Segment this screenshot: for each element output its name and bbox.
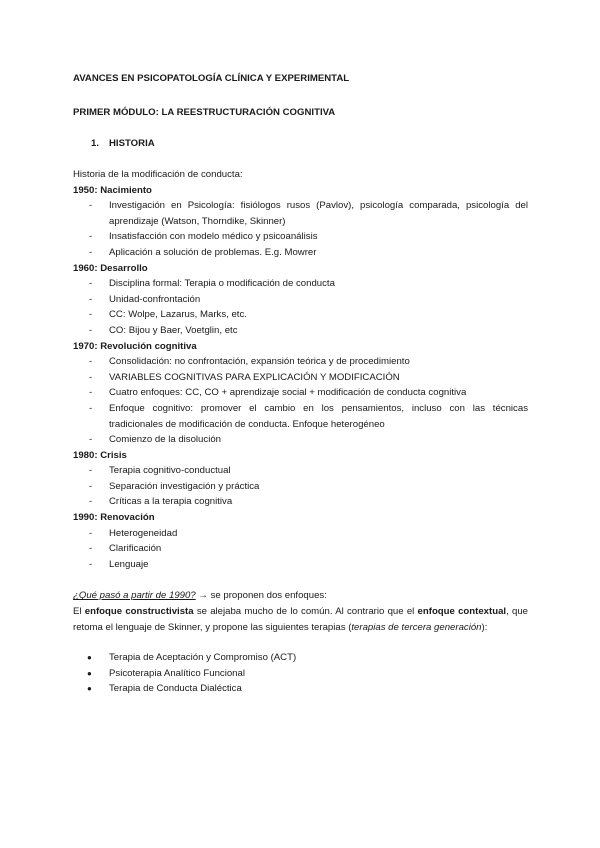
list-item: - Unidad-confrontación <box>89 293 201 305</box>
list-item: - Insatisfacción con modelo médico y psicoanálisis <box>89 231 318 243</box>
bullet-icon: ● <box>87 668 92 678</box>
list-item: - Consolidación: no confrontación, expansión teórica y de procedimiento <box>89 356 410 368</box>
list-item: - Clarificación <box>89 543 162 555</box>
third-generation-term: terapias de tercera generación <box>351 621 482 633</box>
question-text: ¿Qué pasó a partir de 1990? <box>73 590 196 602</box>
document-title: AVANCES EN PSICOPATOLOGÍA CLÍNICA Y EXPERIMENTAL <box>73 73 350 84</box>
approach-paragraph: El enfoque constructivista se alejaba mucho de lo común. Al contrario que el enfoque contextual, que retoma el lenguaje de Skinner, y propone las siguientes terapias (terapias de tercera generación): <box>73 606 528 633</box>
period-list <box>73 354 528 448</box>
list-item: - Comienzo de la disolución <box>89 434 221 446</box>
question-line <box>73 588 528 604</box>
list-item: - Disciplina formal: Terapia o modificación de conducta <box>89 278 335 290</box>
section-heading <box>91 136 600 152</box>
period-list <box>73 198 528 260</box>
list-item: - VARIABLES COGNITIVAS PARA EXPLICACIÓN Y MODIFICACIÓN <box>89 371 400 383</box>
arrow-icon: → <box>198 590 208 602</box>
list-item: - Cuatro enfoques: CC, CO + aprendizaje social + modificación de conducta cognitiva <box>89 387 467 399</box>
list-item: - Críticas a la terapia cognitiva <box>89 496 233 508</box>
contextual-term: enfoque contextual <box>417 606 507 618</box>
list-item: - Lenguaje <box>89 558 149 570</box>
bullet-icon: ● <box>87 684 92 694</box>
list-item: ● Terapia de Aceptación y Compromiso (ACT) <box>73 650 528 666</box>
intro-text: Historia de la modificación de conducta: <box>73 169 243 180</box>
section-label: HISTORIA <box>109 138 155 149</box>
list-item: - Heterogeneidad <box>89 527 178 539</box>
list-item: - Separación investigación y práctica <box>89 480 260 492</box>
bullet-icon: ● <box>87 653 92 663</box>
list-item: - Investigación en Psicología: fisiólogos rusos (Pavlov), psicología comparada, psicología del aprendizaje (Watson, Thorndike, Skinner) <box>89 200 528 227</box>
period-heading: 1970: Revolución cognitiva <box>73 340 197 352</box>
period-heading: 1960: Desarrollo <box>73 262 148 274</box>
question-rest: se proponen dos enfoques: <box>207 590 327 602</box>
module-title: PRIMER MÓDULO: LA REESTRUCTURACIÓN COGNITIVA <box>73 107 336 118</box>
list-item: - CC: Wolpe, Lazarus, Marks, etc. <box>89 309 247 321</box>
content-body <box>73 167 528 697</box>
period-heading: 1990: Renovación <box>73 512 155 524</box>
therapy-list <box>73 650 528 697</box>
list-item: ● Terapia de Conducta Dialéctica <box>73 681 528 697</box>
list-item: - Aplicación a solución de problemas. E.g. Mowrer <box>89 246 317 258</box>
period-heading: 1950: Nacimiento <box>73 184 152 196</box>
period-heading: 1980: Crisis <box>73 449 127 461</box>
list-item: ● Psicoterapia Analítico Funcional <box>73 666 528 682</box>
period-list <box>73 526 528 573</box>
period-list <box>73 463 528 510</box>
period-list <box>73 276 528 338</box>
section-number: 1. <box>91 138 100 149</box>
constructivist-term: enfoque constructivista <box>84 606 194 618</box>
list-item: - Enfoque cognitivo: promover el cambio en los pensamientos, incluso con las técnicas tradicionales de modificación de conducta. Enfoque heterogéneo <box>89 402 528 430</box>
list-item: - Terapia cognitivo-conductual <box>89 465 231 477</box>
list-item: - CO: Bijou y Baer, Voetglin, etc <box>89 324 238 336</box>
